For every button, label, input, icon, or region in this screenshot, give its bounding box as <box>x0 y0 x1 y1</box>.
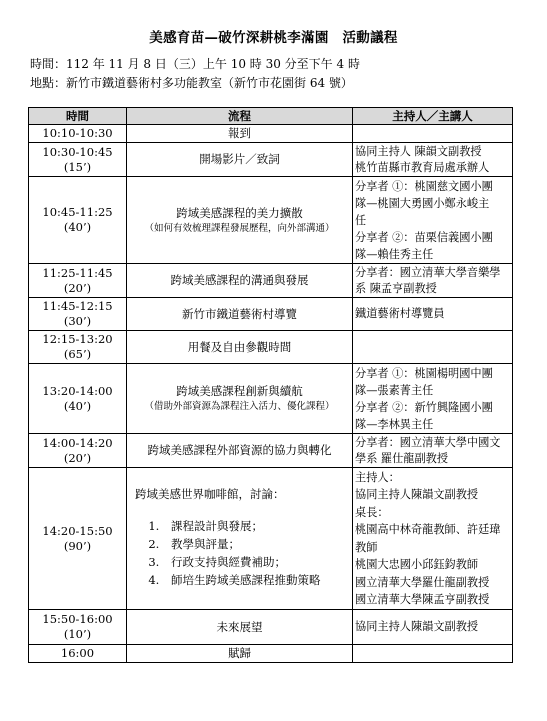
column-header-host: 主持人／主講人 <box>353 108 513 125</box>
host-line: 隊—李林異主任 <box>355 417 434 431</box>
host-line: 分享者 ②：新竹興隆國小團 <box>355 400 493 414</box>
host-line: 任 <box>355 213 367 227</box>
host-line: 隊—張素菁主任 <box>355 383 434 397</box>
host-cell <box>353 177 513 264</box>
time-cell <box>29 125 127 143</box>
duration: (10’) <box>63 627 92 641</box>
table-row <box>29 468 513 610</box>
program-cell <box>127 177 353 264</box>
time-cell <box>29 610 127 645</box>
table-row <box>29 331 513 364</box>
discussion-topics <box>135 517 350 589</box>
time-cell <box>29 364 127 434</box>
table-row <box>29 125 513 143</box>
duration: (65’) <box>63 347 92 361</box>
program-item: 跨域美感世界咖啡館，討論： <box>135 487 285 501</box>
time-range: 14:00-14:20 <box>42 435 113 450</box>
host-cell <box>353 264 513 298</box>
time-cell <box>29 645 127 663</box>
time-range: 10:30-10:45 <box>42 144 113 159</box>
program-cell <box>127 331 353 364</box>
time-range: 13:20-14:00 <box>42 383 113 398</box>
host-cell <box>353 298 513 331</box>
host-cell <box>353 364 513 434</box>
table-row <box>29 264 513 298</box>
program-item: 跨域美感課程的美力擴散 <box>176 205 303 220</box>
program-cell <box>127 143 353 177</box>
host-line: 桃園大忠國小邱鈺鈞教師 <box>355 558 479 571</box>
program-item: 未來展望 <box>216 619 263 634</box>
host-line: 教師 <box>355 540 378 554</box>
time-range: 10:45-11:25 <box>42 205 113 219</box>
host-line: 主持人： <box>355 470 400 484</box>
time-cell <box>29 298 127 331</box>
host-line: 分享者 ①：桃園慈文國小團 <box>355 179 493 193</box>
program-item: 跨域美感課程外部資源的協力與轉化 <box>147 443 332 457</box>
column-header-program: 流程 <box>127 108 353 125</box>
program-cell <box>127 264 353 298</box>
time-range: 11:45-12:15 <box>42 299 113 313</box>
host-line: 國立清華大學陳孟亨副教授 <box>355 593 490 606</box>
duration: (40’) <box>63 398 92 413</box>
program-cell <box>127 645 353 663</box>
time-cell <box>29 331 127 364</box>
program-cell <box>127 434 353 468</box>
agenda-title: 美感育苗—破竹深耕桃李滿園 活動議程 <box>149 30 398 46</box>
host-line: 桌長： <box>355 505 389 519</box>
event-time: 時間：112 年 11 月 8 日（三）上午 10 時 30 分至下午 4 時 <box>30 57 360 71</box>
list-item: 3. 行政支持與經費補助； <box>163 553 350 571</box>
host-line: 協同主持人 陳韻文副教授 <box>355 144 482 158</box>
time-range: 11:25-11:45 <box>42 265 113 280</box>
program-item: 開場影片／致詞 <box>199 152 280 166</box>
host-cell <box>353 143 513 177</box>
duration: (90’) <box>63 538 92 553</box>
program-cell <box>127 125 353 143</box>
program-item: 報到 <box>228 126 251 140</box>
program-note: （借助外部資源為課程注入活力、優化課程） <box>144 401 335 412</box>
program-item: 跨域美感課程的溝通與發展 <box>170 273 309 287</box>
time-cell <box>29 434 127 468</box>
time-range: 14:20-15:50 <box>42 523 113 538</box>
host-line: 鐵道藝術村導覽員 <box>355 307 445 320</box>
table-header-row <box>29 108 513 125</box>
host-line: 桃竹苗縣市教育局處承辦人 <box>355 160 490 174</box>
list-item: 1. 課程設計與發展； <box>163 517 350 535</box>
program-item: 新竹市鐵道藝術村導覽 <box>182 306 297 321</box>
time-range: 16:00 <box>60 646 95 660</box>
host-line: 分享者 ①：桃園楊明國中團 <box>355 366 493 380</box>
time-range: 12:15-13:20 <box>42 332 113 346</box>
duration: (20’) <box>63 450 92 465</box>
table-row <box>29 610 513 645</box>
table-row <box>29 177 513 264</box>
host-line: 隊—賴佳秀主任 <box>355 247 434 261</box>
event-location: 地點：新竹市鐵道藝術村多功能教室（新竹市花園街 64 號） <box>30 76 353 90</box>
table-row <box>29 364 513 434</box>
host-cell <box>353 610 513 645</box>
duration: (30’) <box>63 314 92 328</box>
host-line: 系 陳孟亨副教授 <box>355 281 437 295</box>
program-cell <box>127 468 353 610</box>
duration: (15’) <box>63 159 92 174</box>
host-line: 桃園高中林奇龍教師、許廷瑋 <box>355 523 501 536</box>
program-cell <box>127 364 353 434</box>
host-line: 分享者：國立清華大學中國文 <box>355 435 501 449</box>
agenda-table <box>28 107 513 663</box>
time-cell <box>29 177 127 264</box>
time-cell <box>29 143 127 177</box>
program-item: 跨域美感課程創新與續航 <box>176 384 303 398</box>
program-item: 賦歸 <box>228 646 251 660</box>
table-row <box>29 143 513 177</box>
host-cell <box>353 331 513 364</box>
time-range: 15:50-16:00 <box>42 612 113 626</box>
host-line: 國立清華大學羅仕龍副教授 <box>355 575 490 589</box>
host-cell <box>353 645 513 663</box>
host-cell <box>353 125 513 143</box>
list-item: 4. 師培生跨域美感課程推動策略 <box>163 571 350 589</box>
duration: (40’) <box>63 220 92 234</box>
program-item: 用餐及自由參觀時間 <box>187 339 292 354</box>
program-note: （如何有效梳理課程發展歷程，向外部溝通） <box>144 222 335 234</box>
time-range: 10:10-10:30 <box>42 126 113 140</box>
column-header-time: 時間 <box>29 108 127 125</box>
host-cell <box>353 434 513 468</box>
host-line: 學系 羅仕龍副教授 <box>355 451 449 465</box>
table-row <box>29 298 513 331</box>
host-line: 協同主持人陳韻文副教授 <box>355 488 479 501</box>
table-row <box>29 434 513 468</box>
program-cell <box>127 610 353 645</box>
list-item: 2. 教學與評量； <box>163 535 350 553</box>
time-cell <box>29 264 127 298</box>
host-line: 分享者：國立清華大學音樂學 <box>355 265 501 279</box>
time-cell <box>29 468 127 610</box>
program-cell <box>127 298 353 331</box>
host-line: 分享者 ②：苗栗信義國小團 <box>355 230 493 244</box>
host-line: 協同主持人陳韻文副教授 <box>355 620 479 633</box>
table-row <box>29 645 513 663</box>
duration: (20’) <box>63 280 92 295</box>
host-line: 隊—桃園大勇國小鄭永峻主 <box>355 196 490 210</box>
host-cell <box>353 468 513 610</box>
